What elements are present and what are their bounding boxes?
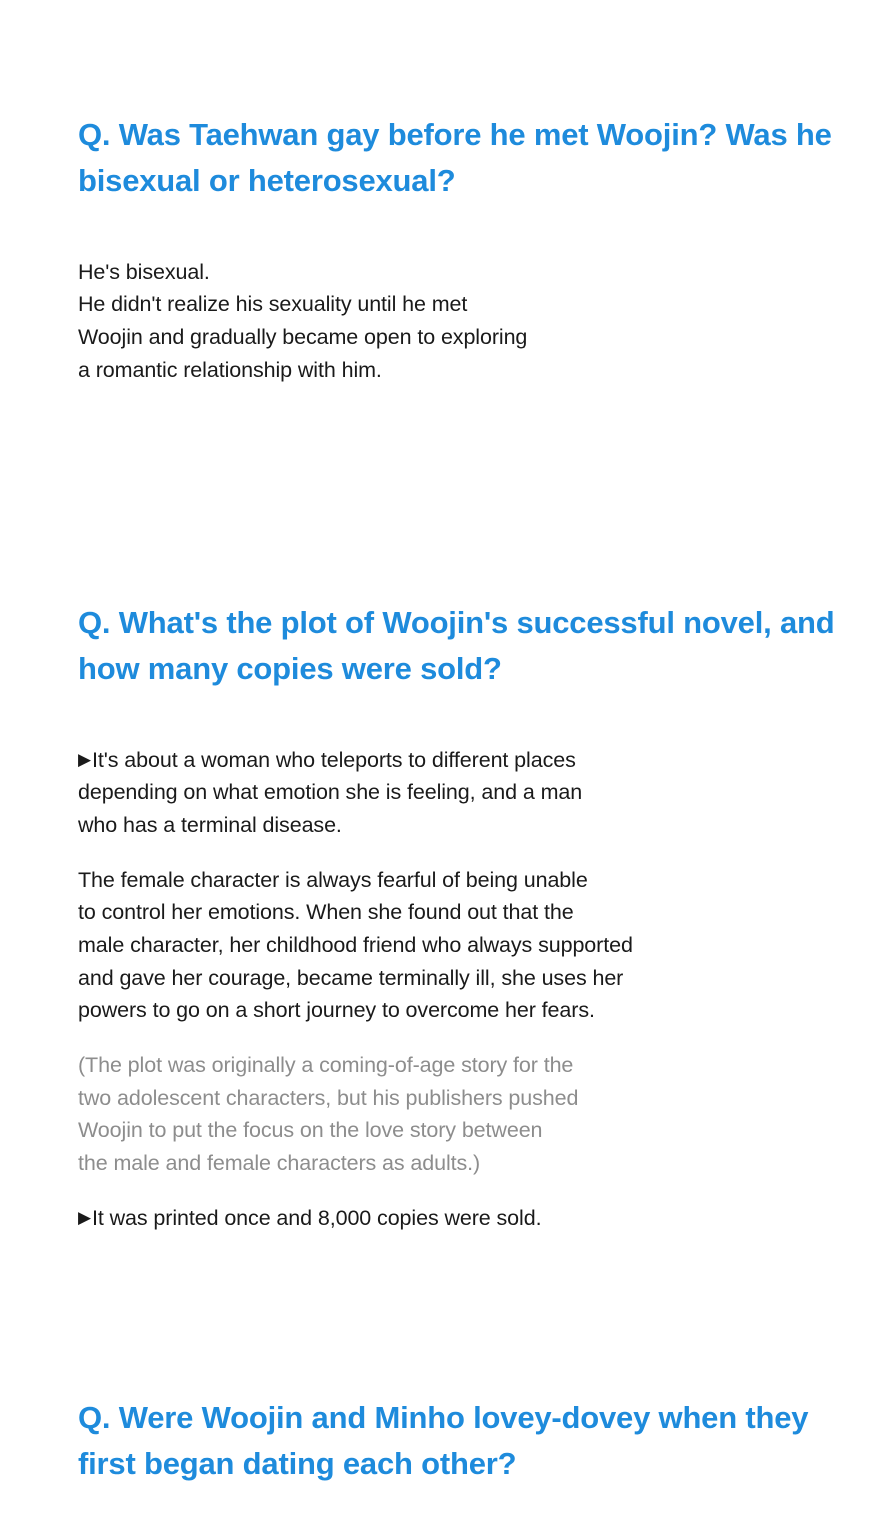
answer-line: and gave her courage, became terminally ill, she uses her [78,965,624,990]
triangle-marker-icon: ▶ [78,749,91,769]
answer-line: two adolescent characters, but his publishers pushed [78,1085,579,1110]
answer-line: It was printed once and 8,000 copies were sold. [91,1205,542,1230]
qa-block-2 [78,600,844,1234]
answer-paragraph [78,256,844,387]
question-heading-1: Q. Was Taehwan gay before he met Woojin? Was he bisexual or heterosexual? [78,117,832,198]
answer-line: It's about a woman who teleports to different places [91,747,576,772]
answer-line: a romantic relationship with him. [78,357,382,382]
answer-paragraph-note [78,1049,844,1180]
answer-line: to control her emotions. When she found out that the [78,900,574,925]
answer-line: He didn't realize his sexuality until he met [78,292,468,317]
answer-paragraph [78,1202,844,1235]
answer-line: He's bisexual. [78,259,210,284]
answer-paragraph [78,744,844,842]
answer-line: who has a terminal disease. [78,813,342,838]
answer-paragraph [78,864,844,1027]
qa-block-3 [78,1395,844,1487]
answer-line: depending on what emotion she is feeling, and a man [78,780,583,805]
question-heading-2: Q. What's the plot of Woojin's successful novel, and how many copies were sold? [78,605,835,686]
answer-line: powers to go on a short journey to overcome her fears. [78,998,595,1023]
qa-block-1 [78,112,844,386]
answer-line: male character, her childhood friend who always supported [78,933,633,958]
triangle-marker-icon: ▶ [78,1207,91,1227]
question-heading-3: Q. Were Woojin and Minho lovey-dovey when they first began dating each other? [78,1400,809,1481]
answer-line: The female character is always fearful of being unable [78,867,588,892]
answer-line: Woojin and gradually became open to exploring [78,325,528,350]
answer-line: the male and female characters as adults.) [78,1151,481,1176]
answer-body-2 [78,744,844,1235]
answer-line: (The plot was originally a coming-of-age story for the [78,1053,574,1078]
answer-body-1 [78,256,844,387]
answer-line: Woojin to put the focus on the love story between [78,1118,543,1143]
